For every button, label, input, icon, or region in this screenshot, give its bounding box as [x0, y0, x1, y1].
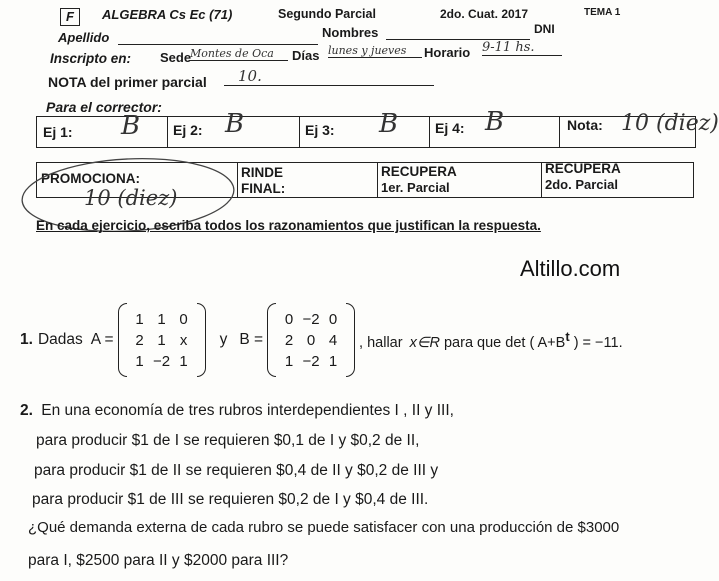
course-name: ALGEBRA Cs Ec (71): [102, 7, 233, 22]
matrix-b-left-bracket: [267, 303, 276, 377]
ej3-grade: B: [379, 109, 399, 139]
matrix-b-cell: −2: [302, 310, 320, 328]
recupera-2-title: RECUPERA: [545, 161, 621, 176]
problem-1-domain: x∈R: [409, 334, 440, 351]
horario-value: 9-11 hs.: [482, 40, 562, 56]
problem-1-transpose: t: [565, 329, 570, 345]
tema-letter-box: F: [60, 8, 80, 26]
ej4-label: Ej 4:: [435, 120, 465, 136]
matrix-a-cell: 1: [135, 310, 144, 328]
corrector-title: Para el corrector:: [46, 99, 162, 115]
matrix-a-cell: 1: [135, 352, 144, 370]
problem-1-tail: [359, 329, 623, 351]
ej1-grade: B: [121, 111, 141, 141]
dias-label: Días: [292, 48, 320, 63]
recupera-2-cell: [541, 163, 693, 197]
rinde-final-cell: [237, 163, 378, 197]
ej4-cell: [429, 107, 560, 147]
matrix-b: [267, 303, 355, 377]
matrix-b-cell: 0: [284, 310, 294, 328]
matrix-a-right-bracket: [197, 303, 206, 377]
watermark-text: Altillo.com: [520, 256, 621, 281]
nota-primer-label: NOTA del primer parcial: [48, 74, 207, 90]
matrix-a-left-bracket: [118, 303, 127, 377]
nota-grade: 10 (diez): [621, 111, 719, 136]
instruction-text: En cada ejercicio, escriba todos los razonamientos que justifican la respuesta.: [36, 218, 541, 233]
matrix-b-label: B =: [239, 331, 264, 348]
matrix-b-grid: [276, 311, 346, 370]
nota-primer-value: 10.: [224, 67, 434, 86]
problem-1-number: 1.: [20, 331, 33, 348]
matrix-a-grid: [127, 311, 197, 370]
problem-2-line-2: para producir $1 de I se requieren $0,1 de I y $0,2 de II,: [36, 432, 420, 449]
exam-name: Segundo Parcial: [278, 7, 376, 21]
problem-1-det: para que det ( A+B: [439, 334, 566, 351]
ej1-cell: [37, 111, 168, 147]
problem-2-line-4: para producir $1 de III se requieren $0,2 de I y $0,4 de III.: [32, 491, 429, 508]
horario-label: Horario: [424, 45, 471, 60]
matrix-b-cell: 0: [328, 310, 338, 328]
ej4-grade: B: [485, 107, 505, 137]
nombres-label: Nombres: [322, 25, 379, 40]
matrix-a-cell: 0: [179, 310, 188, 328]
matrix-b-cell: 1: [328, 352, 338, 370]
problem-1: [20, 302, 623, 378]
tema-label: TEMA 1: [584, 7, 621, 18]
recupera-2-label: 2do. Parcial: [545, 177, 618, 192]
matrix-a-cell: 2: [135, 331, 144, 349]
rinde-label: RINDE: [241, 165, 284, 180]
recupera-1-title: RECUPERA: [381, 164, 457, 179]
promociona-grade: 10 (diez): [84, 186, 178, 210]
matrix-b-right-bracket: [346, 303, 355, 377]
matrix-b-cell: 1: [284, 352, 294, 370]
problem-1-dadas: Dadas: [37, 331, 83, 348]
apellido-line: [118, 44, 318, 45]
problem-1-result: ) = −11.: [569, 334, 623, 351]
sede-label: Sede: [160, 50, 192, 65]
matrix-a-cell: 1: [157, 310, 166, 328]
problem-1-y: y: [219, 331, 228, 348]
ej3-cell: [299, 109, 430, 147]
problem-2-number: 2.: [20, 402, 33, 419]
problem-2-text: En una economía de tres rubros interdependientes I , II y III,: [41, 402, 454, 419]
matrix-a-cell: 1: [179, 352, 188, 370]
dias-value: lunes y jueves: [328, 44, 422, 58]
matrix-b-cell: 2: [284, 331, 294, 349]
exam-period: 2do. Cuat. 2017: [440, 7, 529, 21]
matrix-b-cell: 4: [328, 331, 338, 349]
sede-value: Montes de Oca: [190, 47, 288, 61]
matrix-b-cell: −2: [302, 352, 320, 370]
matrix-a-label: A =: [90, 331, 114, 348]
ej2-label: Ej 2:: [173, 122, 203, 138]
matrix-a-cell: x: [179, 331, 188, 349]
dni-label: DNI: [534, 22, 555, 36]
matrix-a-cell: 1: [157, 331, 166, 349]
problem-2-line-5: ¿Qué demanda externa de cada rubro se puede satisfacer con una producción de $3000: [28, 519, 620, 536]
ej2-cell: [167, 109, 300, 147]
nota-label: Nota:: [567, 117, 603, 133]
problem-2-line-1: [20, 402, 454, 420]
promociona-label: PROMOCIONA:: [41, 171, 140, 186]
ej1-label: Ej 1:: [43, 124, 73, 140]
ej2-grade: B: [225, 109, 245, 139]
recupera-1-label: 1er. Parcial: [381, 180, 450, 195]
problem-2-line-6: para I, $2500 para II y $2000 para III?: [28, 552, 289, 569]
final-label: FINAL:: [241, 181, 286, 196]
problem-2-line-3: para producir $1 de II se requieren $0,4 de II y $0,2 de III y: [34, 462, 439, 479]
matrix-a-cell: −2: [153, 352, 171, 370]
matrix-a: [118, 303, 206, 377]
recupera-1-cell: [377, 163, 542, 197]
nota-cell: [559, 111, 719, 147]
matrix-b-cell: 0: [306, 331, 316, 349]
inscripto-label: Inscripto en:: [50, 51, 132, 66]
problem-1-hallar: , hallar: [359, 334, 403, 351]
ej3-label: Ej 3:: [305, 122, 335, 138]
apellido-label: Apellido: [58, 30, 110, 45]
